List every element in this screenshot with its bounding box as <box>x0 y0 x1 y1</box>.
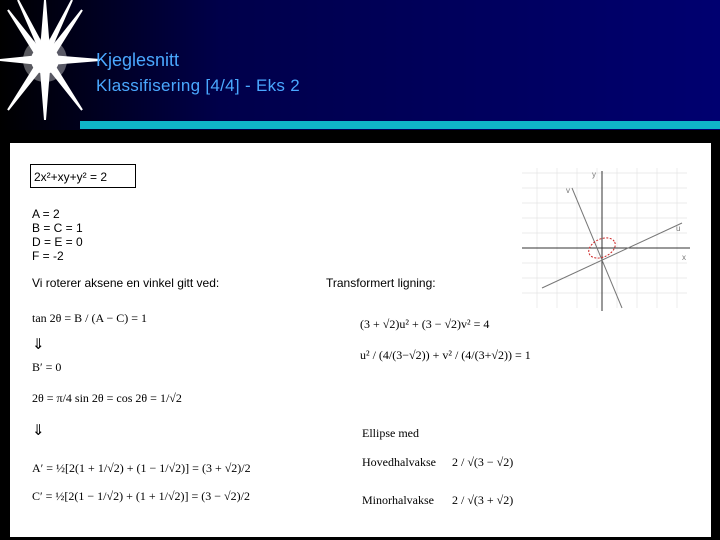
coef-bc: B = C = 1 <box>32 221 83 235</box>
transformed-title: Transformert ligning: <box>326 276 436 290</box>
slide-title: Kjeglesnitt <box>96 50 180 70</box>
ellipse-graph <box>512 163 697 313</box>
tan-equation: tan 2θ = B / (A − C) = 1 <box>32 311 148 325</box>
transformed-eq2: u² / (4/(3−√2)) + v² / (4/(3+√2)) = 1 <box>360 348 531 362</box>
rotate-text: Vi roterer aksene en vinkel gitt ved: <box>32 276 220 290</box>
minor-label: Minorhalvakse <box>362 493 434 507</box>
axis-y-label: y <box>592 170 596 179</box>
aprime-equation: A′ = ½[2(1 + 1/√2) + (1 − 1/√2)] = (3 + √2)/2 <box>32 461 251 475</box>
slide-header <box>0 0 720 130</box>
cprime-equation: C′ = ½[2(1 − 1/√2) + (1 + 1/√2)] = (3 − √2)/2 <box>32 489 250 503</box>
hoved-value: 2 / √(3 − √2) <box>452 455 514 469</box>
header-divider <box>80 121 720 129</box>
down-arrow-1: ⇓ <box>32 337 45 353</box>
coefficient-list <box>32 207 83 263</box>
coef-a: A = 2 <box>32 207 60 221</box>
slide-subtitle: Klassifisering [4/4] - Eks 2 <box>96 76 300 95</box>
minor-value: 2 / √(3 + √2) <box>452 493 514 507</box>
slide-content <box>10 143 711 537</box>
star-burst-icon <box>0 0 100 120</box>
hoved-label: Hovedhalvakse <box>362 455 436 469</box>
axis-v-label: v <box>566 186 570 195</box>
axis-x-label: x <box>682 253 686 262</box>
coef-de: D = E = 0 <box>32 235 83 249</box>
angle-equation: 2θ = π/4 sin 2θ = cos 2θ = 1/√2 <box>32 391 182 405</box>
transformed-eq1: (3 + √2)u² + (3 − √2)v² = 4 <box>360 317 490 331</box>
coef-f: F = -2 <box>32 249 64 263</box>
ellipse-label: Ellipse med <box>362 426 419 440</box>
axis-u-label: u <box>676 224 681 233</box>
equation-box: 2x²+xy+y² = 2 <box>30 164 136 188</box>
down-arrow-2: ⇓ <box>32 423 45 439</box>
bprime-equation: B′ = 0 <box>32 360 62 374</box>
